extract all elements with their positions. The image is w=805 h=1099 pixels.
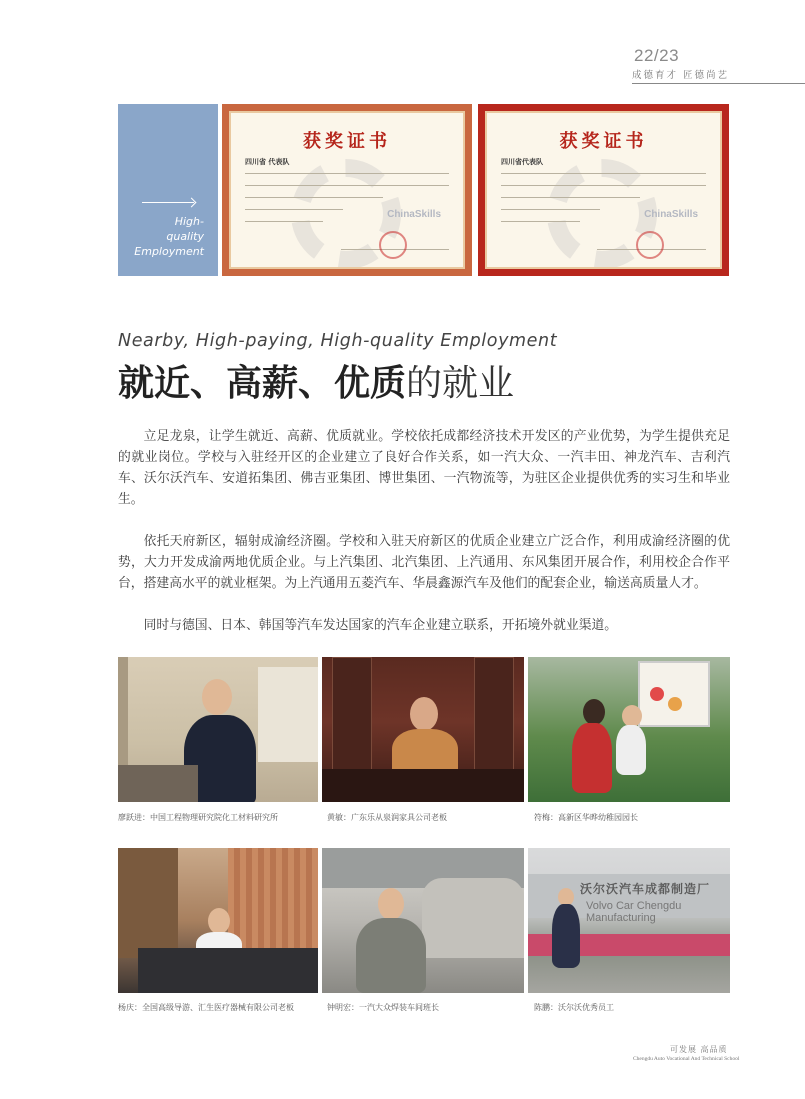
certificate-text-line (501, 173, 706, 174)
person-body (572, 723, 612, 793)
car-body (422, 878, 524, 958)
paragraph: 同时与德国、日本、韩国等汽车发达国家的汽车企业建立联系，开拓境外就业渠道。 (143, 618, 618, 633)
person-head (202, 679, 232, 715)
certificate-text-line (245, 185, 449, 186)
desk (118, 765, 198, 802)
photo-caption: 陈鹏：沃尔沃优秀员工 (534, 1003, 614, 1012)
section-title-en: Nearby, High-paying, High-quality Employment (118, 331, 558, 351)
certificate-paper (485, 111, 722, 269)
side-label-line: quality (166, 230, 204, 243)
arrow-right-icon (142, 202, 194, 203)
person-body (356, 918, 426, 993)
side-label-panel (118, 104, 218, 276)
shelf (118, 848, 178, 958)
header-rule (632, 83, 805, 84)
alumni-photo (322, 848, 524, 993)
side-label-line: High- (174, 215, 204, 228)
desk (138, 948, 318, 993)
photo-caption: 符梅：高新区华晔幼稚园园长 (534, 813, 638, 822)
certificate-text-line (245, 209, 343, 210)
person-head (208, 908, 230, 934)
certificate-title: 获奖证书 (559, 131, 648, 152)
header-slogan: 成德育才 匠德尚艺 (632, 70, 730, 81)
certificate-title: 获奖证书 (303, 131, 391, 152)
alumni-photo (118, 848, 318, 993)
certificate-text-line (245, 173, 449, 174)
certificate-text-line (501, 209, 600, 210)
footer-slogan: 可发展 高品质 (670, 1045, 728, 1054)
certificate-image (222, 104, 472, 276)
alumni-photo (528, 848, 730, 993)
easel-board (638, 661, 710, 727)
person-head (583, 699, 605, 725)
article-body (118, 426, 730, 657)
photo-caption: 廖跃进：中国工程物理研究院化工材料研究所 (118, 813, 278, 822)
photo-caption: 黄敏：广东乐从泉润家具公司老板 (327, 813, 447, 822)
person-head (378, 888, 404, 920)
paragraph: 立足龙泉，让学生就近、高薪、优质就业。学校依托成都经济技术开发区的产业优势，为学生提供充足的就业岗位。学校与入驻经开区的企业建立了良好合作关系，如一汽大众、一汽丰田、神龙汽车、吉利汽车、沃尔沃汽车、安道拓集团、佛吉亚集团、博世集团、一汽物流等，为驻区企业提供优秀的实习生和毕业生。 (118, 429, 730, 507)
title-cn-light: 的就业 (406, 363, 515, 404)
alumni-photo (528, 657, 730, 802)
certificate-text-line (501, 185, 706, 186)
painted-circle (668, 697, 682, 711)
desk (322, 769, 524, 802)
footer-school-name: Chengdu Auto Vocational And Technical School (633, 1056, 740, 1062)
painted-circle (650, 687, 664, 701)
title-cn-bold: 就近、高薪、优质 (118, 363, 407, 404)
certificate-team: 四川省 代表队 (245, 157, 290, 166)
certificate-text-line (245, 197, 383, 198)
certificate-paper (229, 111, 465, 269)
chinaskills-logo: ChinaSkills (387, 209, 441, 220)
seal-stamp-icon (379, 231, 407, 259)
certificate-text-line (501, 221, 580, 222)
alumni-photo (322, 657, 524, 802)
factory-sign-en: Volvo Car Chengdu Manufacturing (586, 900, 682, 924)
cabinet (332, 657, 372, 772)
alumni-photo (118, 657, 318, 802)
paragraph: 依托天府新区，辐射成渝经济圈。学校和入驻天府新区的优质企业建立广泛合作，利用成渝经济圈的优势，大力开发成渝两地优质企业。与上汽集团、北汽集团、上汽通用、东风集团开展合作，利用校企合作平台，搭建高水平的就业框架。为上汽通用五菱汽车、华晨鑫源汽车及他们的配套企业，输送高质量人才。 (118, 534, 730, 591)
certificate-text-line (245, 221, 323, 222)
seal-stamp-icon (636, 231, 664, 259)
page-number: 22/23 (634, 46, 680, 65)
certificate-team: 四川省代表队 (501, 157, 543, 166)
factory-sign: 沃尔沃汽车成都制造厂 (580, 882, 711, 896)
cabinet (474, 657, 514, 772)
section-title-cn (118, 360, 514, 408)
child-head (622, 705, 642, 727)
photo-caption: 杨庆：全国高级导游、汇生医疗器械有限公司老板 (118, 1003, 294, 1012)
certificate-image (478, 104, 729, 276)
side-label (134, 214, 204, 259)
photo-caption: 钟明宏：一汽大众焊装车间班长 (327, 1003, 439, 1012)
child-body (616, 725, 646, 775)
person-body (552, 904, 580, 968)
chinaskills-logo: ChinaSkills (644, 209, 698, 220)
person-head (410, 697, 438, 731)
certificate-text-line (501, 197, 640, 198)
side-label-line: Employment (134, 245, 204, 258)
window (258, 667, 318, 762)
